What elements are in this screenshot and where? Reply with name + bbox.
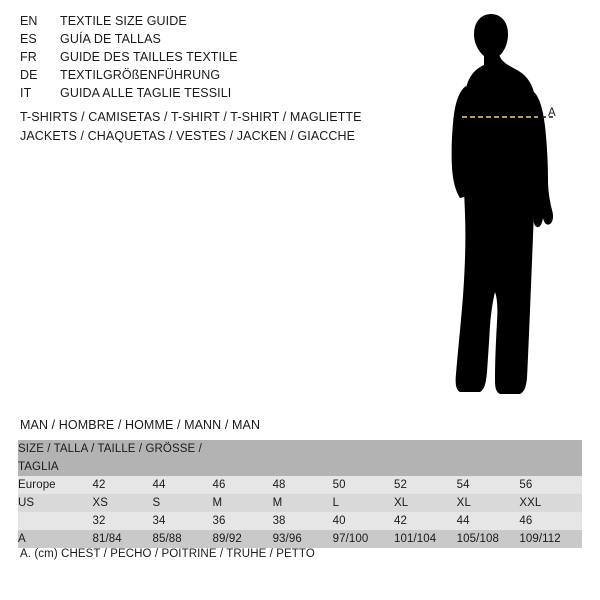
cell: 38 xyxy=(273,512,333,530)
language-code: ES xyxy=(20,32,37,46)
cell: 50 xyxy=(333,476,394,494)
cell: 93/96 xyxy=(273,530,333,548)
table-row xyxy=(18,476,582,494)
cell: 105/108 xyxy=(457,530,520,548)
row-label: US xyxy=(18,494,92,512)
language-text: TEXTILGRÖßENFÜHRUNG xyxy=(60,68,221,82)
language-row xyxy=(20,14,360,32)
chest-measure-label: A xyxy=(548,107,556,119)
table-header-row xyxy=(18,440,582,476)
cell: 85/88 xyxy=(153,530,213,548)
silhouette-icon xyxy=(400,10,600,410)
table-header-label: SIZE / TALLA / TAILLE / GRÖSSE / TAGLIA xyxy=(18,440,213,476)
cell: 101/104 xyxy=(394,530,457,548)
table-row xyxy=(18,512,582,530)
cell: 52 xyxy=(394,476,457,494)
table-footnote: A. (cm) CHEST / PECHO / POITRINE / TRUHE / PETTO xyxy=(20,548,315,560)
language-text: GUIDA ALLE TAGLIE TESSILI xyxy=(60,86,232,100)
cell: 42 xyxy=(394,512,457,530)
man-silhouette-figure xyxy=(400,10,600,410)
row-label: A xyxy=(18,530,92,548)
row-label xyxy=(18,512,92,530)
language-text: GUIDE DES TAILLES TEXTILE xyxy=(60,50,238,64)
row-label: Europe xyxy=(18,476,92,494)
cell: M xyxy=(213,494,273,512)
cell: 56 xyxy=(519,476,582,494)
cell: 109/112 xyxy=(519,530,582,548)
category-list xyxy=(20,110,420,148)
language-text: TEXTILE SIZE GUIDE xyxy=(60,14,187,28)
cell: 40 xyxy=(333,512,394,530)
category-tshirts: T-SHIRTS / CAMISETAS / T-SHIRT / T-SHIRT / MAGLIETTE xyxy=(20,110,362,124)
cell: 36 xyxy=(213,512,273,530)
cell: 44 xyxy=(457,512,520,530)
language-list xyxy=(20,14,360,104)
cell: 97/100 xyxy=(333,530,394,548)
cell: 44 xyxy=(153,476,213,494)
cell: 54 xyxy=(457,476,520,494)
language-row xyxy=(20,68,360,86)
table-title: MAN / HOMBRE / HOMME / MANN / MAN xyxy=(20,418,261,432)
category-jackets: JACKETS / CHAQUETAS / VESTES / JACKEN / GIACCHE xyxy=(20,129,356,143)
table-row xyxy=(18,530,582,548)
cell: 81/84 xyxy=(92,530,152,548)
cell: XXL xyxy=(519,494,582,512)
cell: S xyxy=(153,494,213,512)
cell: L xyxy=(333,494,394,512)
language-code: FR xyxy=(20,50,37,64)
cell: XL xyxy=(394,494,457,512)
cell: XL xyxy=(457,494,520,512)
cell: M xyxy=(273,494,333,512)
cell: XS xyxy=(92,494,152,512)
table-row xyxy=(18,494,582,512)
language-code: DE xyxy=(20,68,38,82)
language-row xyxy=(20,32,360,50)
cell: 48 xyxy=(273,476,333,494)
language-row xyxy=(20,86,360,104)
cell: 34 xyxy=(153,512,213,530)
cell: 46 xyxy=(519,512,582,530)
cell: 42 xyxy=(92,476,152,494)
size-table xyxy=(18,440,582,548)
language-code: EN xyxy=(20,14,38,28)
language-code: IT xyxy=(20,86,32,100)
cell: 46 xyxy=(213,476,273,494)
cell: 32 xyxy=(92,512,152,530)
cell: 89/92 xyxy=(213,530,273,548)
language-row xyxy=(20,50,360,68)
language-text: GUÍA DE TALLAS xyxy=(60,32,161,46)
